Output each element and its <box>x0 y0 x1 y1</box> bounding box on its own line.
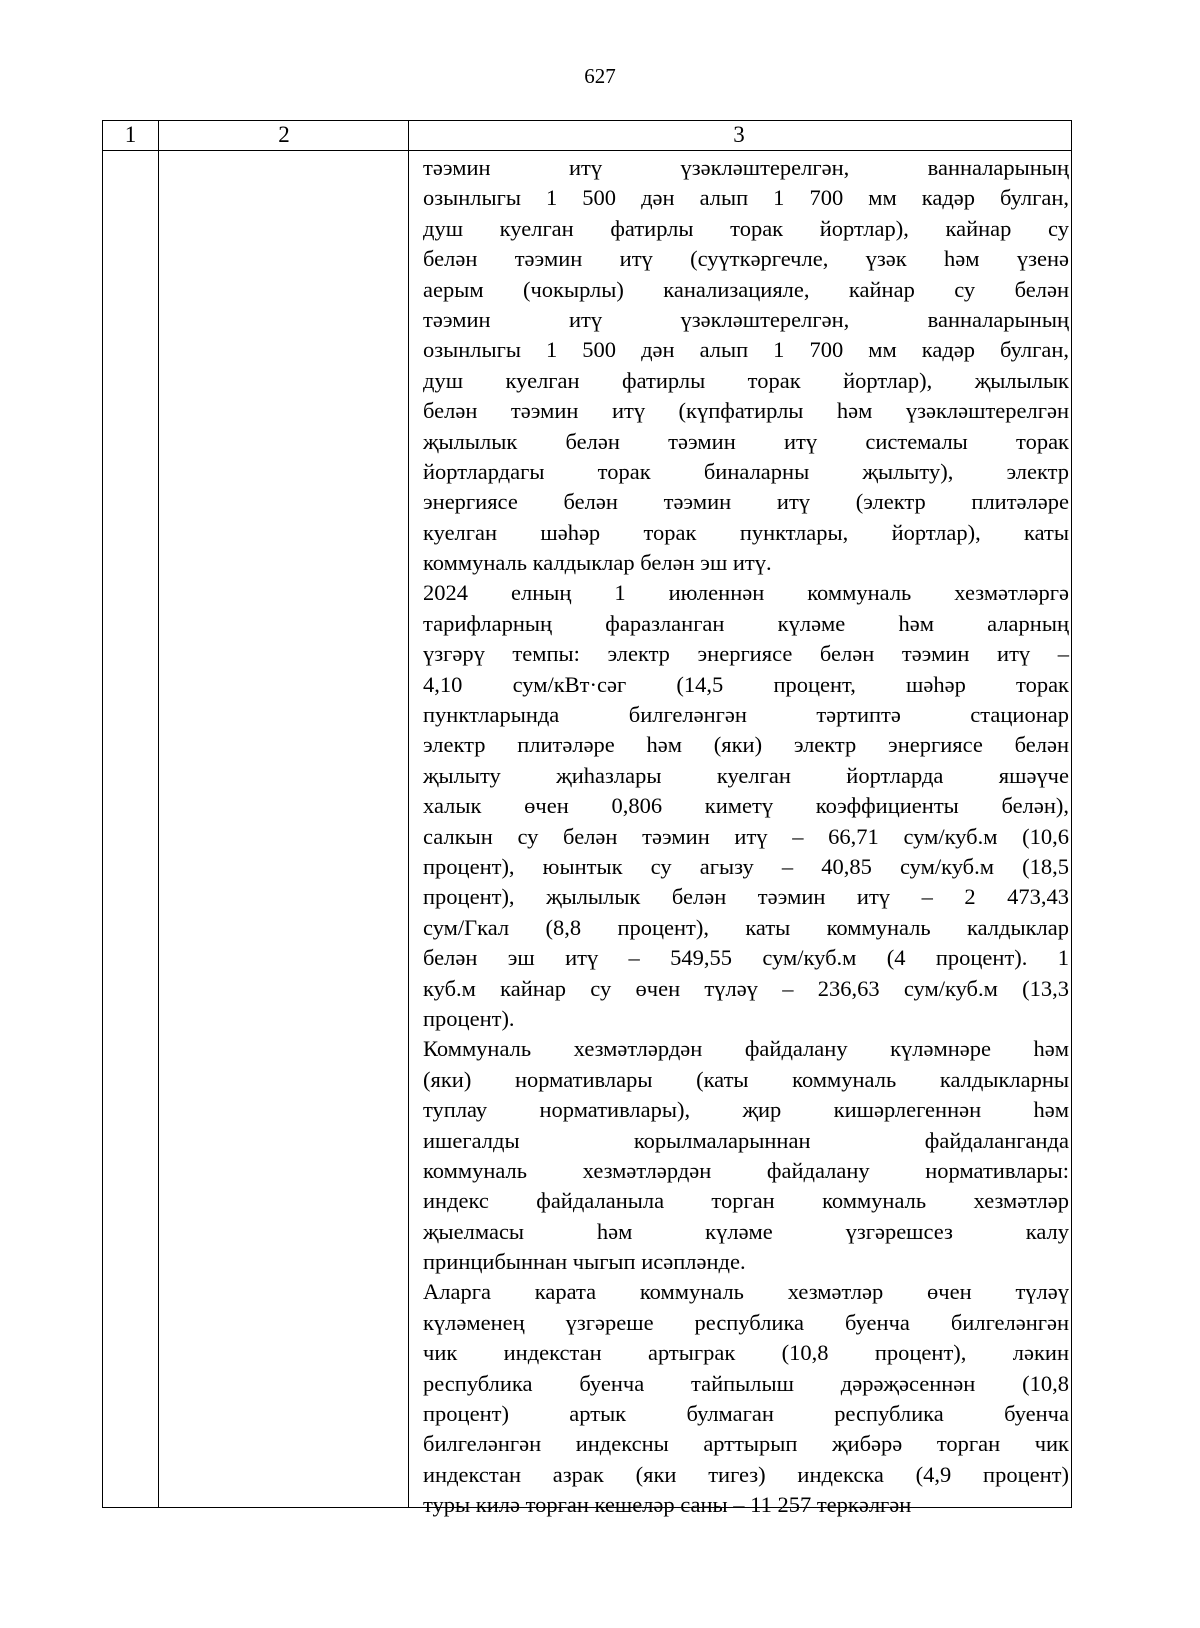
paragraph <box>423 153 1069 578</box>
paragraph <box>423 1277 1069 1520</box>
text-line: билгеләнгән индексны арттырып җибәрә торган чик <box>423 1431 1069 1457</box>
text-line: ишегалды корылмаларыннан файдаланганда <box>423 1127 1069 1153</box>
text-line: белән эш итү – 549,55 сум/куб.м (4 процент). 1 <box>423 945 1069 971</box>
text-line: тарифларның фаразланган күләме һәм аларның <box>423 610 1069 636</box>
text-line: туплау нормативлары), җир кишәрлегеннән һәм <box>423 1097 1069 1123</box>
text-line: энергиясе белән тәэмин итү (электр плитәләре <box>423 489 1069 515</box>
text-line: тәэмин итү үзәкләштерелгән, ванналарының <box>423 155 1069 180</box>
column-header-1: 1 <box>124 122 137 147</box>
text-line: халык өчен 0,806 киметү коэффициенты белән), <box>423 793 1069 819</box>
paragraph <box>423 578 1069 1034</box>
text-line: тәэмин итү үзәкләштерелгән, ванналарының <box>423 306 1069 332</box>
text-line: индекс файдаланыла торган коммуналь хезмәтләр <box>423 1188 1069 1214</box>
text-line: душ куелган фатирлы торак йортлар), кайнар су <box>423 215 1069 241</box>
column-header-2: 2 <box>278 122 290 147</box>
text-line: коммуналь калдыклар белән эш итү. <box>423 550 772 576</box>
text-line: йортлардагы торак биналарны җылыту), электр <box>423 458 1069 484</box>
text-line: процент), юынтык су агызу – 40,85 сум/куб.м (18,5 <box>423 853 1069 879</box>
column-header-3: 3 <box>733 122 745 147</box>
text-line: (яки) нормативлары (каты коммуналь калдыкларны <box>423 1066 1069 1092</box>
text-line: җылылык белән тәэмин итү системалы торак <box>423 428 1069 454</box>
text-line: сум/Гкал (8,8 процент), каты коммуналь калдыклар <box>423 914 1069 940</box>
text-line: душ куелган фатирлы торак йортлар), җылылык <box>423 367 1069 393</box>
text-line: электр плитәләре һәм (яки) электр энергиясе белән <box>423 732 1069 758</box>
text-line: процент). <box>423 1005 515 1031</box>
text-line: туры килә торган кешеләр саны – 11 257 теркәлгән <box>423 1492 912 1518</box>
text-line: принцибыннан чыгып исәпләнде. <box>423 1249 746 1275</box>
text-line: белән тәэмин итү (суүткәргечле, үзәк һәм үзенә <box>423 246 1069 272</box>
text-line: җылыту җиһазлары куелган йортларда яшәүче <box>423 762 1069 788</box>
table-header-row <box>103 121 1071 151</box>
column-divider-2 <box>408 121 409 1507</box>
column-3-content <box>423 153 1069 1521</box>
text-line: процент) артык булмаган республика буенча <box>423 1401 1069 1427</box>
text-line: 2024 елның 1 июленнән коммуналь хезмәтләргә <box>423 580 1069 606</box>
text-line: коммуналь хезмәтләрдән файдалану нормативлары: <box>423 1157 1069 1183</box>
text-line: индекстан азрак (яки тигез) индекска (4,9 процент) <box>423 1461 1069 1487</box>
column-divider-1 <box>158 121 159 1507</box>
text-line: белән тәэмин итү (күпфатирлы һәм үзәкләштерелгән <box>423 398 1069 424</box>
text-line: күләменең үзгәреше республика буенча билгеләнгән <box>423 1309 1069 1335</box>
text-line: салкын су белән тәэмин итү – 66,71 сум/куб.м (10,6 <box>423 823 1069 849</box>
text-line: 4,10 сум/кВт·сәг (14,5 процент, шәһәр торак <box>423 671 1069 697</box>
text-line: куелган шәһәр торак пунктлары, йортлар), каты <box>423 519 1069 545</box>
text-line: пунктларында билгеләнгән тәртиптә стационар <box>423 702 1069 728</box>
document-table <box>102 120 1072 1518</box>
text-line: чик индекстан артыграк (10,8 процент), ләкин <box>423 1340 1069 1366</box>
paragraph <box>423 1034 1069 1277</box>
text-line: үзгәрү темпы: электр энергиясе белән тәэмин итү – <box>423 641 1069 667</box>
text-line: озынлыгы 1 500 дән алып 1 700 мм кадәр булган, <box>423 185 1069 211</box>
text-line: Аларга карата коммуналь хезмәтләр өчен түләү <box>423 1279 1069 1305</box>
text-line: куб.м кайнар су өчен түләү – 236,63 сум/куб.м (13,3 <box>423 975 1069 1001</box>
page-number: 627 <box>584 64 616 88</box>
text-line: республика буенча тайпылыш дәрәҗәсеннән (10,8 <box>423 1370 1069 1396</box>
text-line: озынлыгы 1 500 дән алып 1 700 мм кадәр булган, <box>423 337 1069 363</box>
text-line: җыелмасы һәм күләме үзгәрешсез калу <box>423 1218 1069 1244</box>
text-line: аерым (чокырлы) канализацияле, кайнар су белән <box>423 276 1069 302</box>
text-line: Коммуналь хезмәтләрдән файдалану күләмнәре һәм <box>423 1036 1069 1062</box>
text-line: процент), җылылык белән тәэмин итү – 2 473,43 <box>423 884 1069 910</box>
